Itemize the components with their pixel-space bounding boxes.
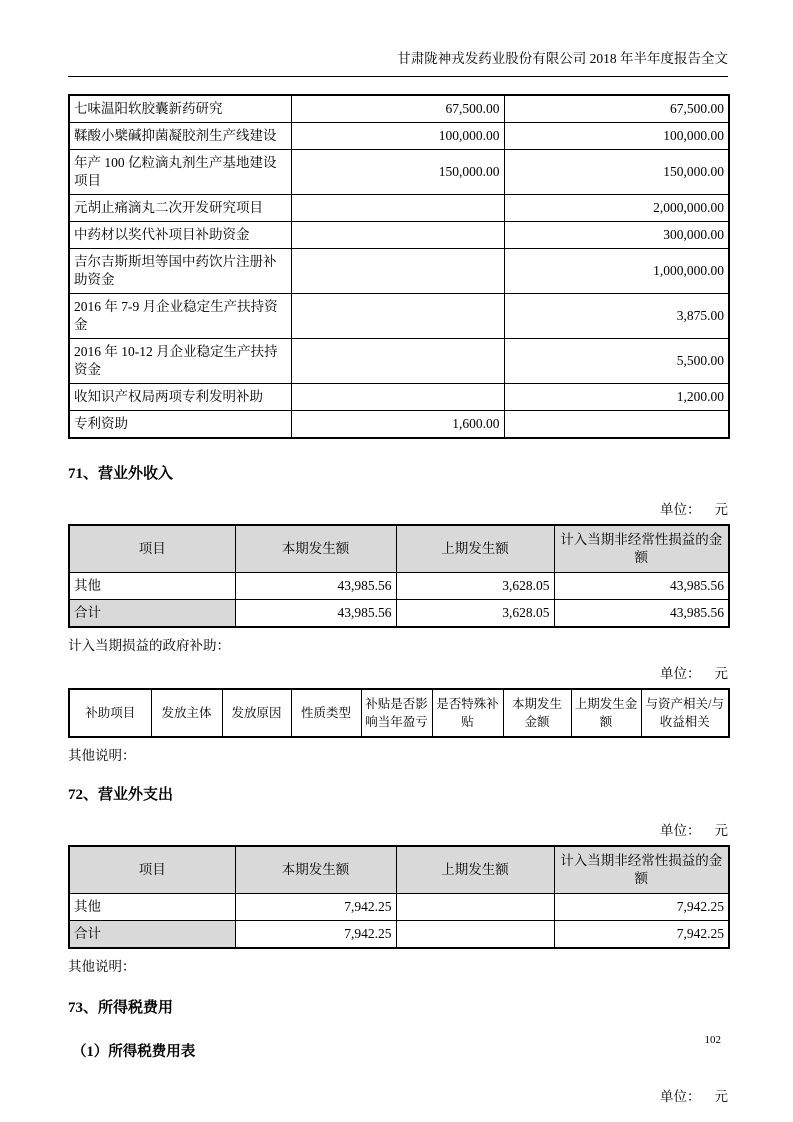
amount-cell: 300,000.00 (504, 222, 729, 249)
page-header-title: 甘肃陇神戎发药业股份有限公司 2018 年半年度报告全文 (68, 50, 728, 77)
non-operating-income-table (68, 524, 730, 628)
amount-cell: 43,985.56 (554, 573, 729, 600)
table-row (69, 411, 729, 439)
amount-cell: 5,500.00 (504, 339, 729, 384)
unit-line-72 (68, 822, 728, 840)
col-header-special-subsidy: 是否特殊补贴 (432, 689, 503, 737)
table-header-row (69, 525, 729, 573)
other-note-72: 其他说明： (68, 959, 136, 974)
amount-cell: 3,875.00 (504, 294, 729, 339)
col-header-prior-period: 上期发生额 (396, 525, 554, 573)
subsidy-header-row (69, 689, 729, 737)
table-row (69, 222, 729, 249)
amount-cell (291, 195, 504, 222)
unit-value: 元 (714, 502, 728, 517)
amount-cell (291, 294, 504, 339)
item-name-cell: 2016 年 7-9 月企业稳定生产扶持资金 (69, 294, 291, 339)
amount-cell: 7,942.25 (235, 921, 396, 949)
subsidy-detail-table (68, 688, 730, 738)
income-table-body (69, 573, 729, 628)
amount-cell: 43,985.56 (235, 600, 396, 628)
amount-cell (396, 894, 554, 921)
other-note-71: 其他说明： (68, 748, 136, 763)
col-header-nonrecurring: 计入当期非经常性损益的金额 (554, 525, 729, 573)
amount-cell (291, 222, 504, 249)
col-header-prior-amount: 上期发生金额 (571, 689, 641, 737)
amount-cell: 150,000.00 (291, 150, 504, 195)
item-name-cell: 合计 (69, 921, 235, 949)
section-73-sub-heading: （1）所得税费用表 (72, 1044, 196, 1060)
amount-cell: 1,000,000.00 (504, 249, 729, 294)
amount-cell (291, 249, 504, 294)
section-73-heading: 73、所得税费用 (68, 1000, 174, 1016)
table-row (69, 384, 729, 411)
table-row (69, 600, 729, 628)
item-name-cell: 中药材以奖代补项目补助资金 (69, 222, 291, 249)
item-name-cell: 吉尔吉斯斯坦等国中药饮片注册补助资金 (69, 249, 291, 294)
amount-cell (504, 411, 729, 439)
col-header-prior-period: 上期发生额 (396, 846, 554, 894)
item-name-cell: 元胡止痛滴丸二次开发研究项目 (69, 195, 291, 222)
amount-cell: 100,000.00 (504, 123, 729, 150)
table-row (69, 95, 729, 123)
col-header-affects-profit: 补贴是否影响当年盈亏 (361, 689, 432, 737)
col-header-item: 项目 (69, 846, 235, 894)
subsidy-note: 计入当期损益的政府补助： (68, 638, 230, 653)
amount-cell: 43,985.56 (554, 600, 729, 628)
grant-table-body (69, 95, 729, 438)
amount-cell: 1,600.00 (291, 411, 504, 439)
table-row (69, 195, 729, 222)
unit-line-subsidy (68, 665, 728, 683)
item-name-cell: 其他 (69, 894, 235, 921)
item-name-cell: 七味温阳软胶囊新药研究 (69, 95, 291, 123)
amount-cell: 3,628.05 (396, 573, 554, 600)
item-name-cell: 2016 年 10-12 月企业稳定生产扶持资金 (69, 339, 291, 384)
col-header-grant-reason: 发放原因 (222, 689, 291, 737)
amount-cell: 1,200.00 (504, 384, 729, 411)
amount-cell: 100,000.00 (291, 123, 504, 150)
unit-line-73 (68, 1088, 728, 1106)
unit-value: 元 (714, 823, 728, 838)
unit-label: 单位： (660, 666, 701, 681)
unit-line-71 (68, 501, 728, 519)
section-71-heading: 71、营业外收入 (68, 466, 174, 482)
expense-table-body (69, 894, 729, 949)
table-row (69, 573, 729, 600)
col-header-grantor: 发放主体 (151, 689, 222, 737)
table-row (69, 339, 729, 384)
item-name-cell: 合计 (69, 600, 235, 628)
amount-cell: 3,628.05 (396, 600, 554, 628)
table-header-row (69, 846, 729, 894)
col-header-current-amount: 本期发生金额 (503, 689, 571, 737)
amount-cell: 7,942.25 (554, 894, 729, 921)
section-72-heading: 72、营业外支出 (68, 787, 174, 803)
col-header-subsidy-item: 补助项目 (69, 689, 151, 737)
unit-label: 单位： (660, 823, 701, 838)
non-operating-expense-table (68, 845, 730, 949)
amount-cell: 7,942.25 (235, 894, 396, 921)
amount-cell: 67,500.00 (291, 95, 504, 123)
item-name-cell: 其他 (69, 573, 235, 600)
table-row (69, 150, 729, 195)
government-grant-detail-table (68, 94, 730, 439)
unit-label: 单位： (660, 502, 701, 517)
amount-cell: 7,942.25 (554, 921, 729, 949)
col-header-current-period: 本期发生额 (235, 846, 396, 894)
page-content (68, 0, 728, 1111)
col-header-asset-or-income-related: 与资产相关/与收益相关 (641, 689, 729, 737)
table-row (69, 123, 729, 150)
amount-cell: 43,985.56 (235, 573, 396, 600)
table-row (69, 921, 729, 949)
unit-value: 元 (714, 1089, 728, 1104)
page-number: 102 (704, 1034, 721, 1046)
col-header-nature-type: 性质类型 (291, 689, 361, 737)
item-name-cell: 鞣酸小檗碱抑菌凝胶剂生产线建设 (69, 123, 291, 150)
unit-label: 单位： (660, 1089, 701, 1104)
amount-cell (291, 384, 504, 411)
item-name-cell: 收知识产权局两项专利发明补助 (69, 384, 291, 411)
item-name-cell: 专利资助 (69, 411, 291, 439)
col-header-nonrecurring: 计入当期非经常性损益的金额 (554, 846, 729, 894)
amount-cell: 150,000.00 (504, 150, 729, 195)
table-row (69, 894, 729, 921)
col-header-item: 项目 (69, 525, 235, 573)
amount-cell (291, 339, 504, 384)
table-row (69, 249, 729, 294)
col-header-current-period: 本期发生额 (235, 525, 396, 573)
amount-cell: 67,500.00 (504, 95, 729, 123)
table-row (69, 294, 729, 339)
item-name-cell: 年产 100 亿粒滴丸剂生产基地建设项目 (69, 150, 291, 195)
amount-cell (396, 921, 554, 949)
amount-cell: 2,000,000.00 (504, 195, 729, 222)
unit-value: 元 (714, 666, 728, 681)
